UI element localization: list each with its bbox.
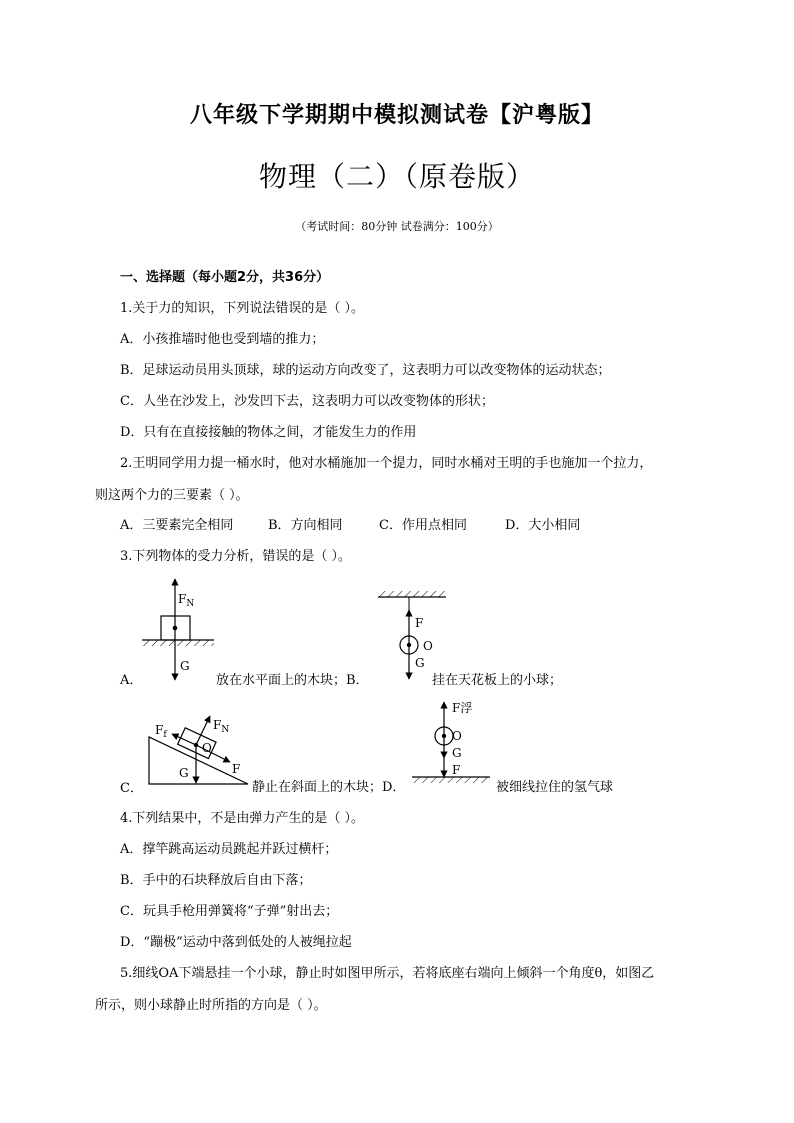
q3-option-a-text: 放在水平面上的木块；B． [216,673,369,688]
q4-option-d: D．“蹦极”运动中落到低处的人被绳拉起 [120,935,352,950]
figure-b-hanging-ball [378,591,446,679]
figure-c-block-on-incline [149,716,248,784]
exam-subtitle: 物理（二）（原卷版） [258,160,535,193]
fig-c-f-label: F [232,762,241,776]
fig-d-g-label: G [452,746,462,760]
q3-option-c-letter: C． [120,781,143,796]
fig-c-ff-label: $F_f$ [155,723,167,740]
fig-b-o-label: O [423,639,433,653]
q2-option-a: A．三要素完全相同 [120,518,234,533]
fig-b-f-label: F [415,616,424,630]
q1-option-c: C．人坐在沙发上，沙发凹下去，这表明力可以改变物体的形状； [120,394,494,409]
q1-option-a: A．小孩推墙时他也受到墙的推力； [120,332,325,347]
q3-stem: 3.下列物体的受力分析，错误的是（ ）。 [120,549,352,564]
section-heading: 一、选择题（每小题2分，共36分） [120,270,330,285]
q3-option-a-letter: A． [120,673,143,688]
q1-stem: 1.关于力的知识，下列说法错误的是（ ）。 [120,301,365,316]
q4-option-b: B．手中的石块释放后自由下落； [120,873,312,888]
q2-option-c: C．作用点相同 [379,518,467,533]
fig-b-g-label: G [415,656,425,670]
q1-option-b: B．足球运动员用头顶球，球的运动方向改变了，这表明力可以改变物体的运动状态； [120,363,611,378]
q4-option-a: A．撑竿跳高运动员跳起并跃过横杆； [120,842,338,857]
q5-stem-line1: 5.细线OA下端悬挂一个小球，静止时如图甲所示，若将底座右端向上倾斜一个角度θ，如图乙 [120,966,655,981]
q2-option-d: D．大小相同 [505,518,581,533]
exam-info: （考试时间：80分钟 试卷满分：100分） [295,220,499,233]
q5-stem-line2: 所示，则小球静止时所指的方向是（ ）。 [95,998,327,1013]
q2-stem-line2: 则这两个力的三要素（ ）。 [95,488,249,503]
exam-title: 八年级下学期期中模拟测试卷【沪粤版】 [189,103,604,128]
fig-d-o-label: O [452,729,462,743]
fig-c-fn-label: $F_N$ [213,718,230,735]
q2-stem-line1: 2.王明同学用力提一桶水时，他对水桶施加一个提力，同时水桶对王明的手也施加一个拉力， [120,456,653,471]
figure-d-tethered-balloon [412,701,490,783]
q3-option-c-text: 静止在斜面上的木块；D． [252,780,406,795]
q3-option-b-text: 挂在天花板上的小球； [432,673,563,688]
q1-option-d: D．只有在直接接触的物体之间，才能发生力的作用 [120,425,417,440]
fig-d-f-label: F [452,763,461,777]
q3-option-d-text: 被细线拉住的氢气球 [496,780,614,795]
fig-d-fbuoy-label: F浮 [452,701,473,715]
q4-option-c: C．玩具手枪用弹簧将“子弹”射出去； [120,904,339,919]
figure-a-block-on-ground [142,579,214,680]
q2-option-b: B．方向相同 [268,518,343,533]
q4-stem: 4.下列结果中，不是由弹力产生的是（ ）。 [120,811,365,826]
fig-c-g-label: G [179,766,189,780]
fig-a-fn-label: $F_N$ [178,592,195,609]
fig-a-g-label: G [180,659,190,673]
fig-c-o-label: O [202,741,212,755]
